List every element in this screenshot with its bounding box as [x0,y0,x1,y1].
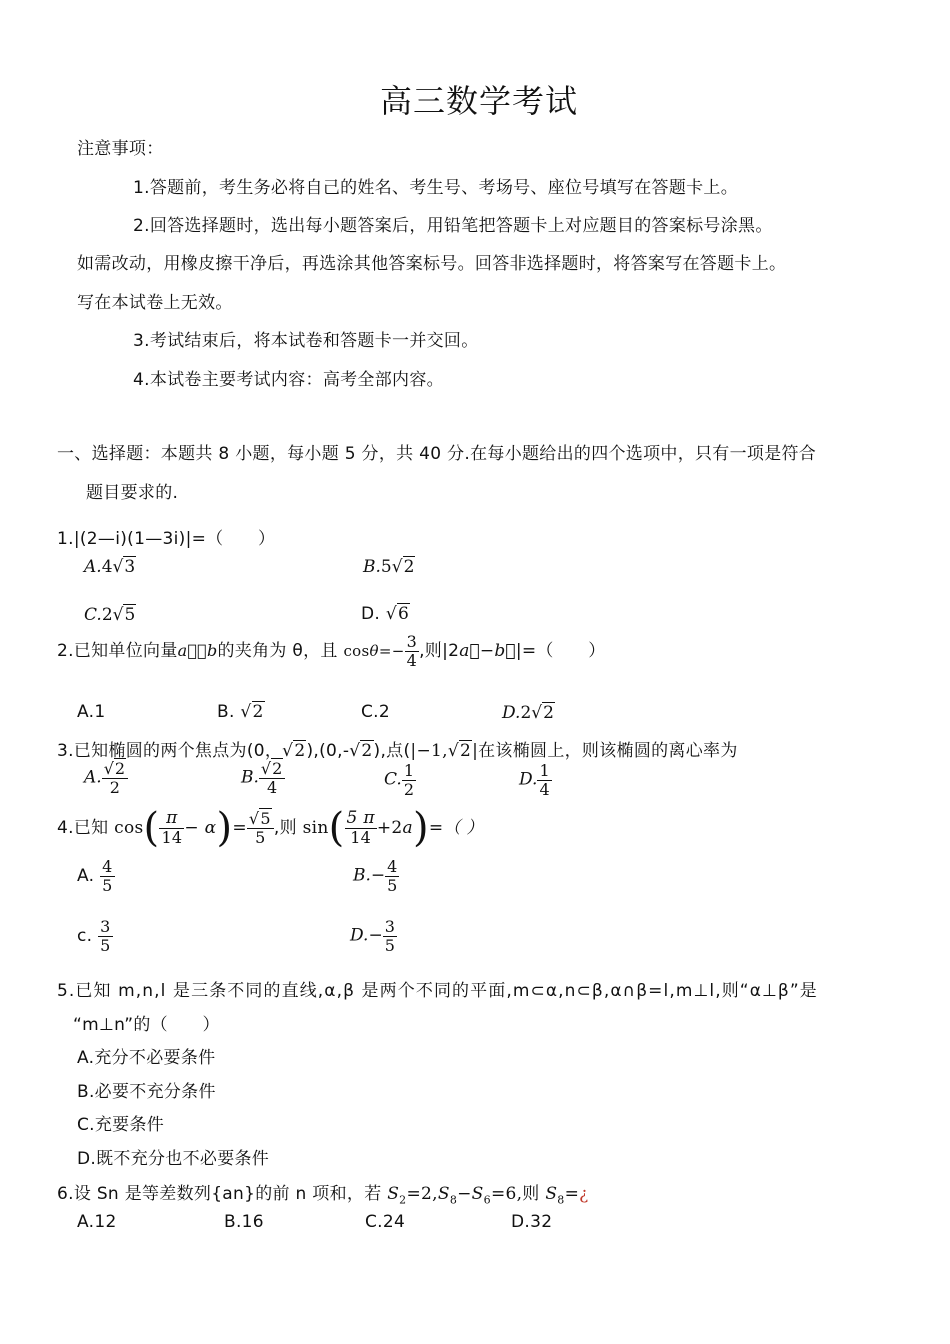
q1-option-b: B.5√2 [363,557,415,577]
q1-option-a: A.4√3 [84,557,136,577]
q6-option-b: B.16 [224,1212,264,1232]
q4-option-b: B.− $\frac{4}{5}$ [353,857,398,895]
q3-option-b: B. $\frac{√2}{4}$ [241,760,285,796]
q5-stem: 5.已知 m,n,l 是三条不同的直线,α,β 是两个不同的平面,m⊂α,n⊂β,α∩β=l,m⊥l,则“α⊥β”是 [57,981,818,1001]
notice-item-4: 4.本试卷主要考试内容：高考全部内容。 [133,370,444,390]
q2-option-d: D.2√2 [502,703,554,723]
q3-option-c: C. $\frac{1}{2}$ [384,761,414,799]
q3-option-a: A. $\frac{√2}{2}$ [84,760,128,796]
q2-option-a: A.1 [77,702,106,722]
q4-option-d: D.− $\frac{3}{5}$ [350,917,395,955]
q2-option-b: B. √2 [217,702,264,722]
q6-stem: 6.设 Sn 是等差数列{an}的前 n 项和，若 $S_2=2,S_8-S_6=6$,则 $S_8=¿$ [57,1184,589,1207]
q2-option-c: C.2 [361,702,390,722]
q5-option-d: D.既不充分也不必要条件 [77,1149,270,1169]
q1-option-c: C.2√5 [84,605,136,625]
q1-stem: 1.|(2—i)(1—3i)|=（ ） [57,529,276,549]
notice-item-3: 3.考试结束后，将本试卷和答题卡一并交回。 [133,331,479,351]
notice-item-2-cont: 如需改动，用橡皮擦干净后，再选涂其他答案标号。回答非选择题时，将答案写在答题卡上。 [77,254,787,274]
q1-option-d: D. √6 [361,604,410,624]
q4-stem: 4.已知 cos( $\frac{\pi}{14}$ − α)= $\frac{√5}{5}$ ,则 sin( $\frac{5 \pi}{14}$ +2a)=（ ） [57,805,484,851]
q3-stem: 3.已知椭圆的两个焦点为(0，√2),(0,-√2),点(|−1,√2|在该椭圆上，则该椭圆的离心率为 [57,741,738,761]
q5-option-a: A.充分不必要条件 [77,1048,216,1068]
q3-option-d: D. $\frac{1}{4}$ [519,761,550,799]
notice-item-1: 1.答题前，考生务必将自己的姓名、考生号、考场号、座位号填写在答题卡上。 [133,178,739,198]
q6-option-a: A.12 [77,1212,117,1232]
notice-item-2-cont2: 写在本试卷上无效。 [77,293,233,313]
notice-heading: 注意事项： [77,139,164,159]
section-heading: 一、选择题：本题共 8 小题，每小题 5 分，共 40 分.在每小题给出的四个选项中，只有一项是符合 [57,444,817,464]
q6-option-d: D.32 [511,1212,553,1232]
notice-item-2: 2.回答选择题时，选出每小题答案后，用铅笔把答题卡上对应题目的答案标号涂黑。 [133,216,773,236]
q6-option-c: C.24 [365,1212,406,1232]
section-heading-cont: 题目要求的. [86,483,179,503]
q5-option-b: B.必要不充分条件 [77,1082,216,1102]
q4-option-c: c. $\frac{3}{5}$ [77,917,111,955]
q2-stem: 2.已知单位向量a和b的夹角为 θ，且 cosθ=− $\frac{3}{4}$ ,则|2a⃗−b⃗|=（ ） [57,632,606,670]
q4-option-a: A. $\frac{4}{5}$ [77,857,113,895]
q5-stem-cont: “m⊥n”的（ ） [73,1015,220,1035]
q5-option-c: C.充要条件 [77,1115,165,1135]
exam-title: 高三数学考试 [380,82,579,120]
